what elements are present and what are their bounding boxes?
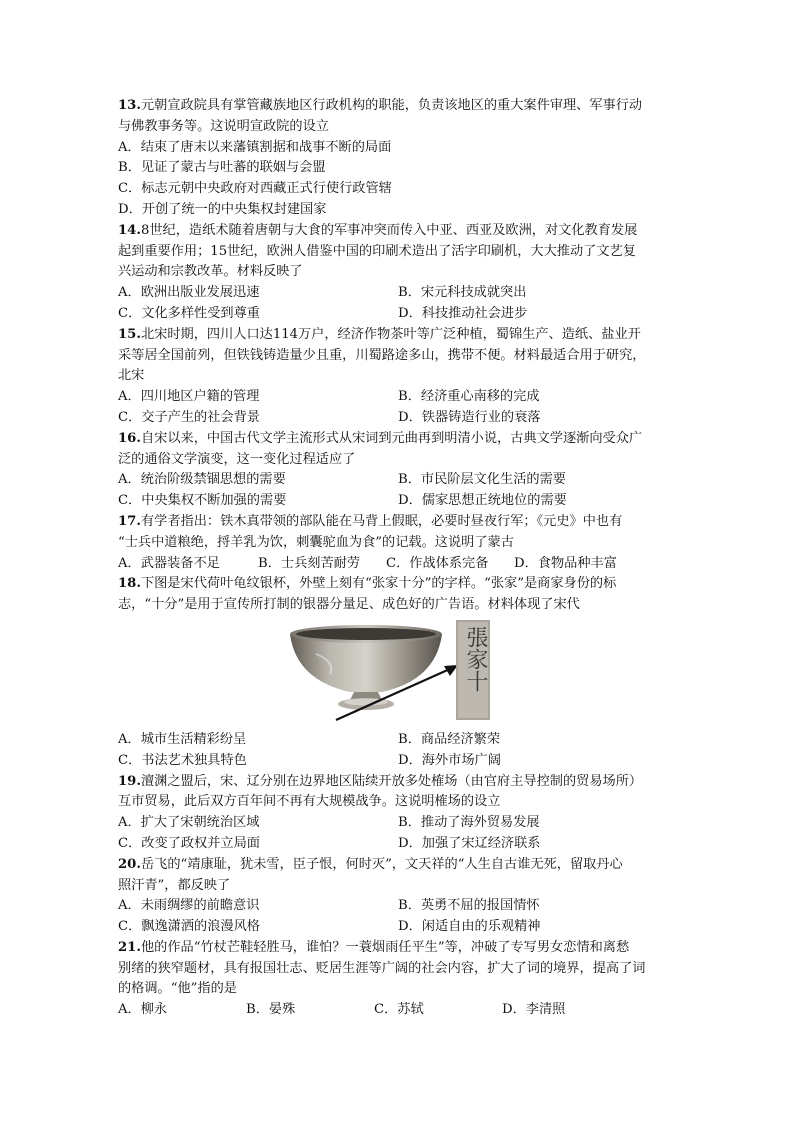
option-a[interactable]: A．欧洲出版业发展迅速 bbox=[118, 285, 260, 301]
question-number: 17. bbox=[118, 513, 141, 529]
option-b[interactable]: B．经济重心南移的完成 bbox=[398, 389, 540, 405]
option-d[interactable]: D．儒家思想正统地位的需要 bbox=[398, 493, 567, 509]
option-a[interactable]: A．城市生活精彩纷呈 bbox=[118, 731, 247, 747]
question-number: 16. bbox=[118, 430, 141, 446]
option-d[interactable]: D．食物品种丰富 bbox=[514, 555, 617, 571]
question-stem: 北宋 bbox=[118, 368, 145, 384]
question-stem: 泛的通俗文学演变，这一变化过程适应了 bbox=[118, 451, 356, 467]
question-stem: 互市贸易，此后双方百年间不再有大规模战争。这说明榷场的设立 bbox=[118, 794, 501, 810]
inscription-text: 張家十 bbox=[463, 625, 488, 692]
question-number: 14. bbox=[118, 222, 141, 238]
question-stem: 照汗青”，都反映了 bbox=[118, 877, 231, 893]
option-b[interactable]: B．商品经济繁荣 bbox=[398, 731, 501, 747]
option-d[interactable]: D．科技推动社会进步 bbox=[398, 305, 528, 321]
option-d[interactable]: D．开创了统一的中央集权封建国家 bbox=[118, 201, 327, 217]
question-21 bbox=[118, 938, 678, 1021]
question-stem: 元朝宣政院具有掌管藏族地区行政机构的职能，负责该地区的重大案件审理、军事行动 bbox=[140, 98, 643, 113]
question-13 bbox=[118, 96, 678, 221]
question-number: 21. bbox=[118, 939, 141, 955]
question-stem: 别绪的狭窄题材，具有报国壮志、贬居生涯等广阔的社会内容，扩大了词的境界，提高了词 bbox=[118, 960, 646, 976]
option-b[interactable]: B．市民阶层文化生活的需要 bbox=[398, 472, 566, 488]
option-d[interactable]: D．海外市场广阔 bbox=[398, 752, 501, 768]
option-a[interactable]: A．统治阶级禁锢思想的需要 bbox=[118, 472, 286, 488]
option-c[interactable]: C．书法艺术独具特色 bbox=[118, 752, 247, 768]
question-17 bbox=[118, 512, 678, 574]
option-a[interactable]: A．柳永 bbox=[118, 1002, 168, 1018]
option-c[interactable]: C．文化多样性受到尊重 bbox=[118, 305, 260, 321]
question-stem: 有学者指出：铁木真带领的部队能在马背上假眠，必要时昼夜行军；《元史》中也有 bbox=[140, 513, 623, 529]
question-stem: 自宋以来，中国古代文学主流形式从宋词到元曲再到明清小说，古典文学逐渐向受众广 bbox=[140, 430, 643, 446]
question-number: 13. bbox=[118, 98, 141, 113]
option-b[interactable]: B．英勇不屈的报国情怀 bbox=[398, 898, 540, 914]
question-stem: 与佛教事务等。这说明宣政院的设立 bbox=[118, 118, 329, 134]
option-d[interactable]: D．李清照 bbox=[502, 1002, 566, 1018]
question-number: 20. bbox=[118, 856, 141, 872]
question-stem: 下图是宋代荷叶龟纹银杯，外壁上刻有“张家十分”的字样。“张家”是商家身份的标 bbox=[140, 576, 617, 592]
option-c[interactable]: C．改变了政权并立局面 bbox=[118, 835, 260, 851]
question-stem: 北宋时期，四川人口达114万户，经济作物茶叶等广泛种植，蜀锦生产、造纸、盐业开 bbox=[140, 326, 641, 342]
question-14 bbox=[118, 221, 678, 325]
question-stem: 岳飞的“靖康耻，犹未雪，臣子恨，何时灭”，文天祥的“人生自古谁无死，留取丹心 bbox=[140, 856, 623, 872]
question-stem: 澶渊之盟后，宋、辽分别在边界地区陆续开放多处榷场（由官府主导控制的贸易场所） bbox=[140, 773, 643, 789]
option-a[interactable]: A．扩大了宋朝统治区域 bbox=[118, 815, 260, 831]
question-15 bbox=[118, 325, 678, 429]
option-d[interactable]: D．加强了宋辽经济联系 bbox=[398, 835, 541, 851]
option-d[interactable]: D．铁器铸造行业的衰落 bbox=[398, 409, 541, 425]
option-a[interactable]: A．四川地区户籍的管理 bbox=[118, 389, 260, 405]
option-a[interactable]: A．结束了唐末以来藩镇割据和战事不断的局面 bbox=[118, 139, 392, 155]
pointer-arrow-icon bbox=[326, 658, 466, 728]
option-c[interactable]: C．飘逸潇洒的浪漫风格 bbox=[118, 919, 260, 935]
option-a[interactable]: A．未雨绸缪的前瞻意识 bbox=[118, 898, 260, 914]
question-number: 18. bbox=[118, 576, 141, 592]
question-number: 19. bbox=[118, 773, 141, 789]
question-stem: 的格调。“他”指的是 bbox=[118, 981, 237, 997]
question-16 bbox=[118, 429, 678, 512]
exam-page bbox=[118, 96, 678, 1021]
option-b[interactable]: B．士兵刻苦耐劳 bbox=[258, 555, 361, 571]
question-stem: “士兵中道粮绝，捋羊乳为饮，刺囊驼血为食”的记载。这说明了蒙古 bbox=[118, 534, 514, 550]
question-19 bbox=[118, 772, 678, 855]
option-c[interactable]: C．交子产生的社会背景 bbox=[118, 409, 260, 425]
inscription-closeup bbox=[456, 620, 490, 728]
question-stem: 采等居全国前列，但铁钱铸造量少且重，川蜀路途多山，携带不便。材料最适合用于研究， bbox=[118, 347, 646, 363]
question-stem: 志，“十分”是用于宣传所打制的银器分量足、成色好的广告语。材料体现了宋代 bbox=[118, 597, 580, 613]
option-b[interactable]: B．宋元科技成就突出 bbox=[398, 285, 527, 301]
silver-cup-figure bbox=[118, 618, 678, 726]
option-c[interactable]: C．苏轼 bbox=[374, 1002, 424, 1018]
option-b[interactable]: B．晏殊 bbox=[246, 1002, 296, 1018]
option-c[interactable]: C．中央集权不断加强的需要 bbox=[118, 493, 287, 509]
question-number: 15. bbox=[118, 326, 141, 342]
question-stem: 8世纪，造纸术随着唐朝与大食的军事冲突而传入中亚、西亚及欧洲，对文化教育发展 bbox=[140, 222, 638, 238]
question-18 bbox=[118, 574, 678, 771]
question-20 bbox=[118, 855, 678, 938]
question-stem: 兴运动和宗教改革。材料反映了 bbox=[118, 264, 303, 280]
option-c[interactable]: C．标志元朝中央政府对西藏正式行使行政管辖 bbox=[118, 181, 392, 197]
option-c[interactable]: C．作战体系完备 bbox=[386, 555, 489, 571]
option-b[interactable]: B．见证了蒙古与吐蕃的联姻与会盟 bbox=[118, 160, 326, 176]
option-b[interactable]: B．推动了海外贸易发展 bbox=[398, 815, 540, 831]
option-a[interactable]: A．武器装备不足 bbox=[118, 555, 220, 571]
option-d[interactable]: D．闲适自由的乐观精神 bbox=[398, 919, 541, 935]
question-stem: 他的作品“竹杖芒鞋轻胜马，谁怕？一蓑烟雨任平生”等，冲破了专写男女恋情和离愁 bbox=[140, 939, 630, 955]
question-stem: 起到重要作用；15世纪，欧洲人借鉴中国的印刷术造出了活字印刷机，大大推动了文艺复 bbox=[118, 243, 636, 259]
